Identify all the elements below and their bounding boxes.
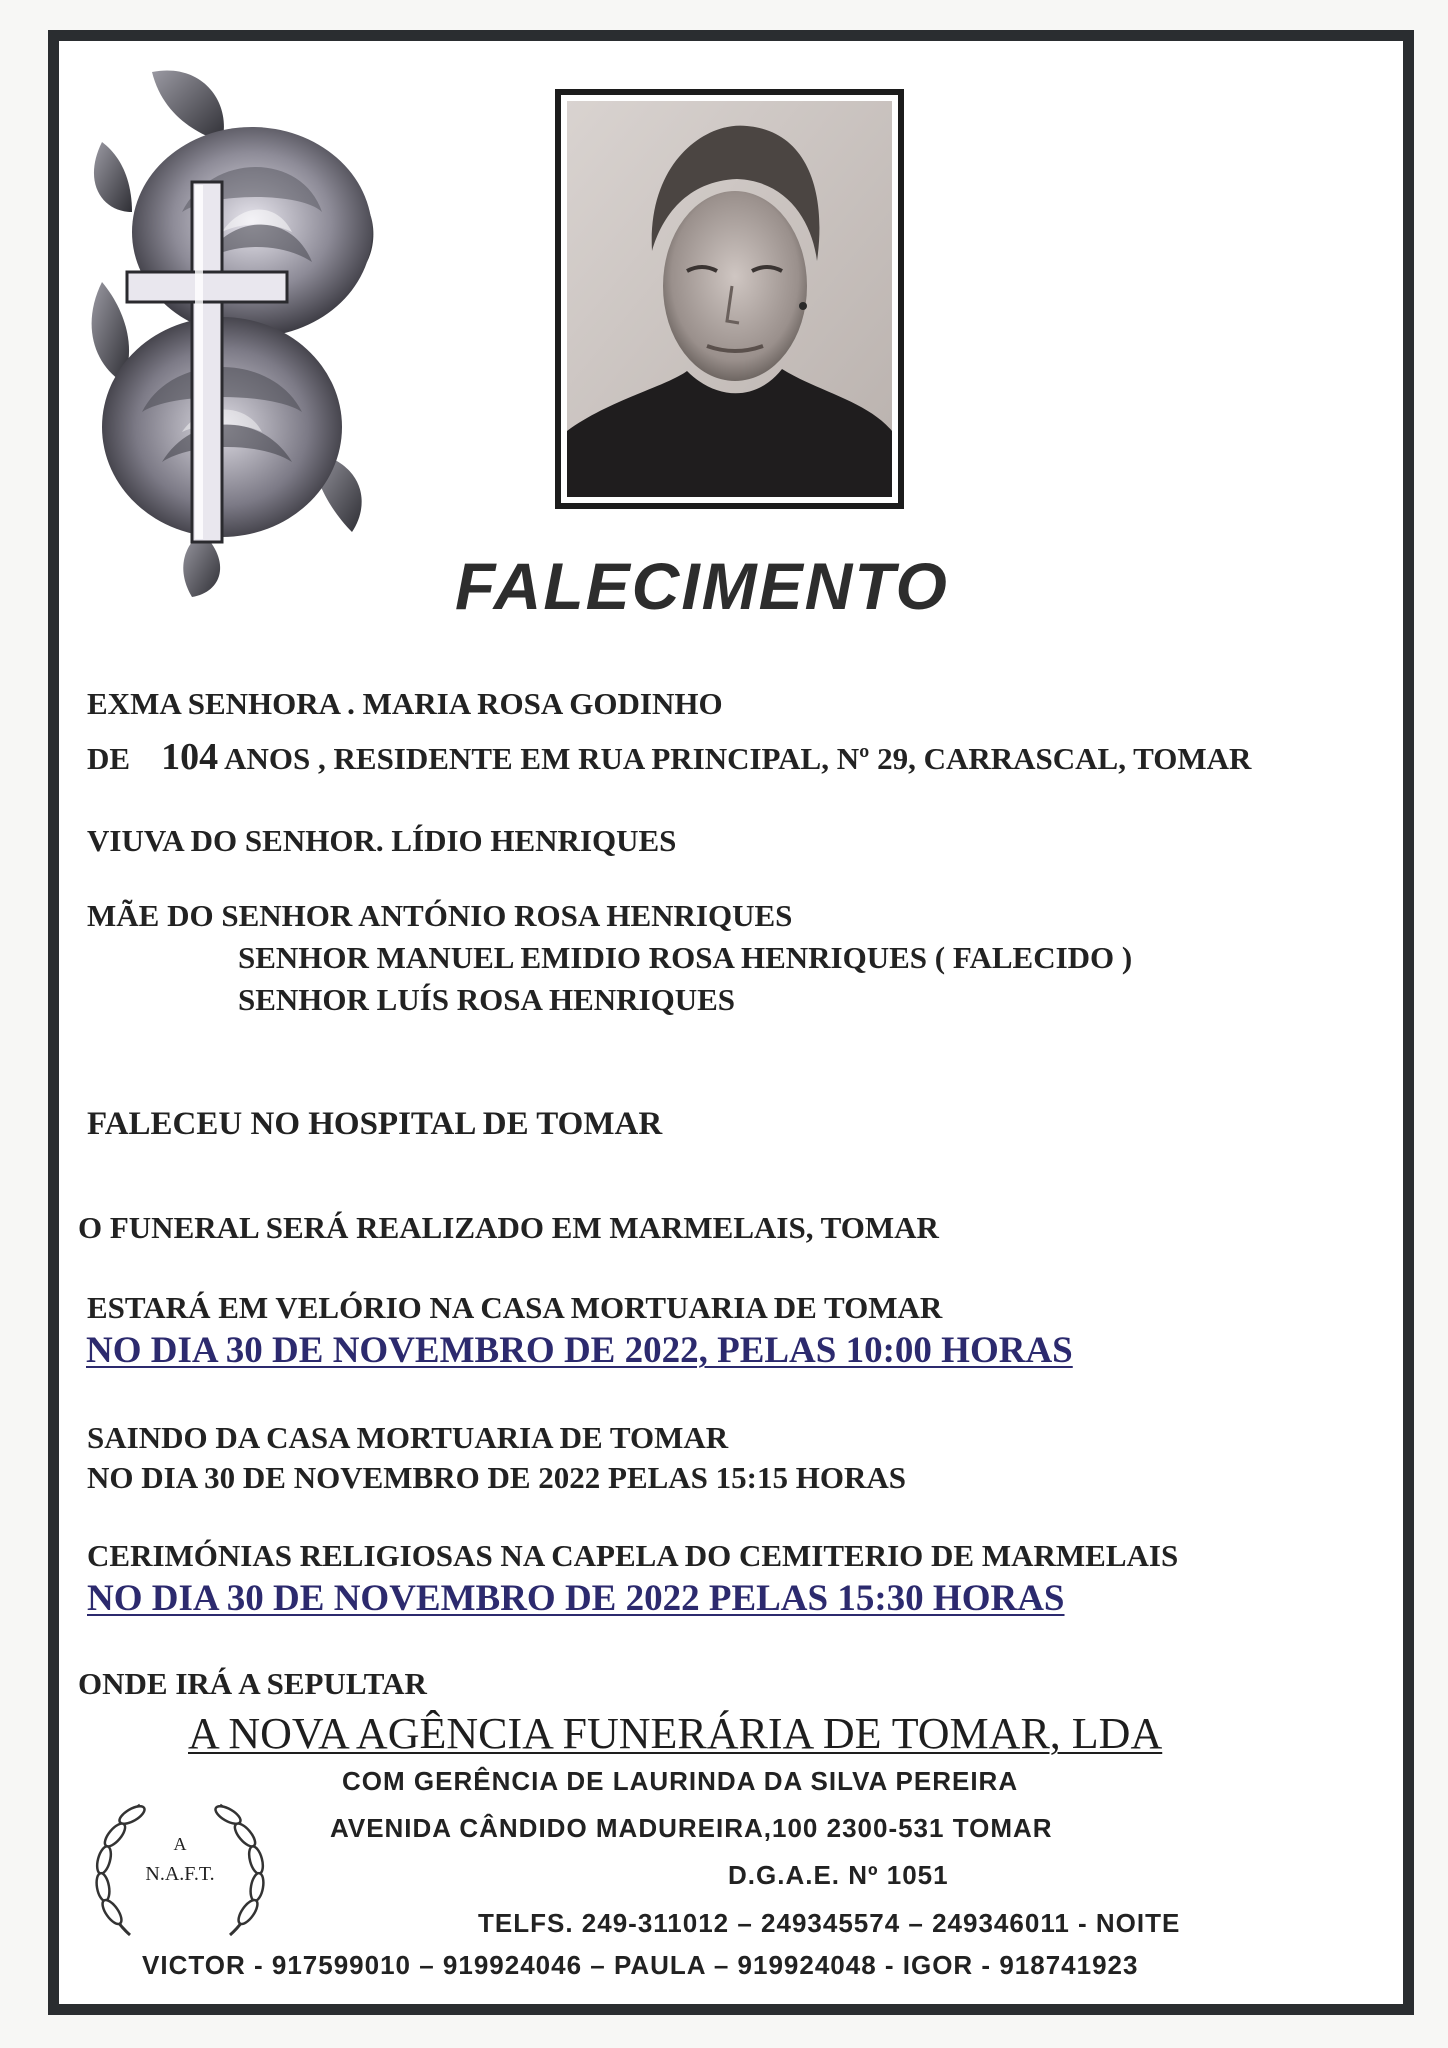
wake-place: ESTARÁ EM VELÓRIO NA CASA MORTUARIA DE TOMAR bbox=[87, 1290, 943, 1325]
deceased-name: EXMA SENHORA . MARIA ROSA GODINHO bbox=[87, 686, 723, 721]
roses-cross-illustration bbox=[82, 62, 382, 597]
departure-datetime: NO DIA 30 DE NOVEMBRO DE 2022 PELAS 15:15 HORAS bbox=[87, 1460, 906, 1495]
children-line-2: SENHOR MANUEL EMIDIO ROSA HENRIQUES ( FALECIDO ) bbox=[238, 940, 1133, 975]
children-line-1: MÃE DO SENHOR ANTÓNIO ROSA HENRIQUES bbox=[87, 898, 793, 933]
residence: ANOS , RESIDENTE EM RUA PRINCIPAL, Nº 29, CARRASCAL, TOMAR bbox=[224, 741, 1252, 776]
agency-phones: TELFS. 249-311012 – 249345574 – 249346011 - NOITE bbox=[478, 1908, 1181, 1938]
deceased-age-residence bbox=[87, 738, 1251, 776]
naft-laurel-logo bbox=[70, 1780, 290, 1950]
ceremony-datetime: NO DIA 30 DE NOVEMBRO DE 2022 PELAS 15:30 HORAS bbox=[87, 1578, 1065, 1619]
age-prefix: DE bbox=[87, 741, 131, 776]
agency-dgae: D.G.A.E. Nº 1051 bbox=[728, 1860, 949, 1890]
agency-contacts: VICTOR - 917599010 – 919924046 – PAULA – 919924048 - IGOR - 918741923 bbox=[142, 1950, 1139, 1980]
age-value: 104 bbox=[161, 736, 219, 778]
departure-place: SAINDO DA CASA MORTUARIA DE TOMAR bbox=[87, 1420, 729, 1455]
agency-name: A NOVA AGÊNCIA FUNERÁRIA DE TOMAR, LDA bbox=[188, 1709, 1163, 1758]
died-at: FALECEU NO HOSPITAL DE TOMAR bbox=[87, 1106, 663, 1142]
wake-datetime: NO DIA 30 DE NOVEMBRO DE 2022, PELAS 10:00 HORAS bbox=[86, 1330, 1073, 1371]
logo-letter: A bbox=[173, 1834, 187, 1854]
portrait-photo bbox=[561, 95, 898, 503]
widow-line: VIUVA DO SENHOR. LÍDIO HENRIQUES bbox=[87, 823, 677, 858]
agency-management: COM GERÊNCIA DE LAURINDA DA SILVA PEREIRA bbox=[342, 1766, 1019, 1796]
logo-text: N.A.F.T. bbox=[145, 1863, 215, 1885]
portrait-frame bbox=[555, 89, 904, 509]
funeral-place: O FUNERAL SERÁ REALIZADO EM MARMELAIS, TOMAR bbox=[78, 1210, 939, 1245]
burial-line: ONDE IRÁ A SEPULTAR bbox=[78, 1666, 427, 1701]
children-line-3: SENHOR LUÍS ROSA HENRIQUES bbox=[238, 982, 735, 1017]
headline: FALECIMENTO bbox=[455, 549, 949, 623]
ceremony-place: CERIMÓNIAS RELIGIOSAS NA CAPELA DO CEMITERIO DE MARMELAIS bbox=[87, 1538, 1179, 1573]
agency-address: AVENIDA CÂNDIDO MADUREIRA,100 2300-531 TOMAR bbox=[330, 1813, 1053, 1843]
